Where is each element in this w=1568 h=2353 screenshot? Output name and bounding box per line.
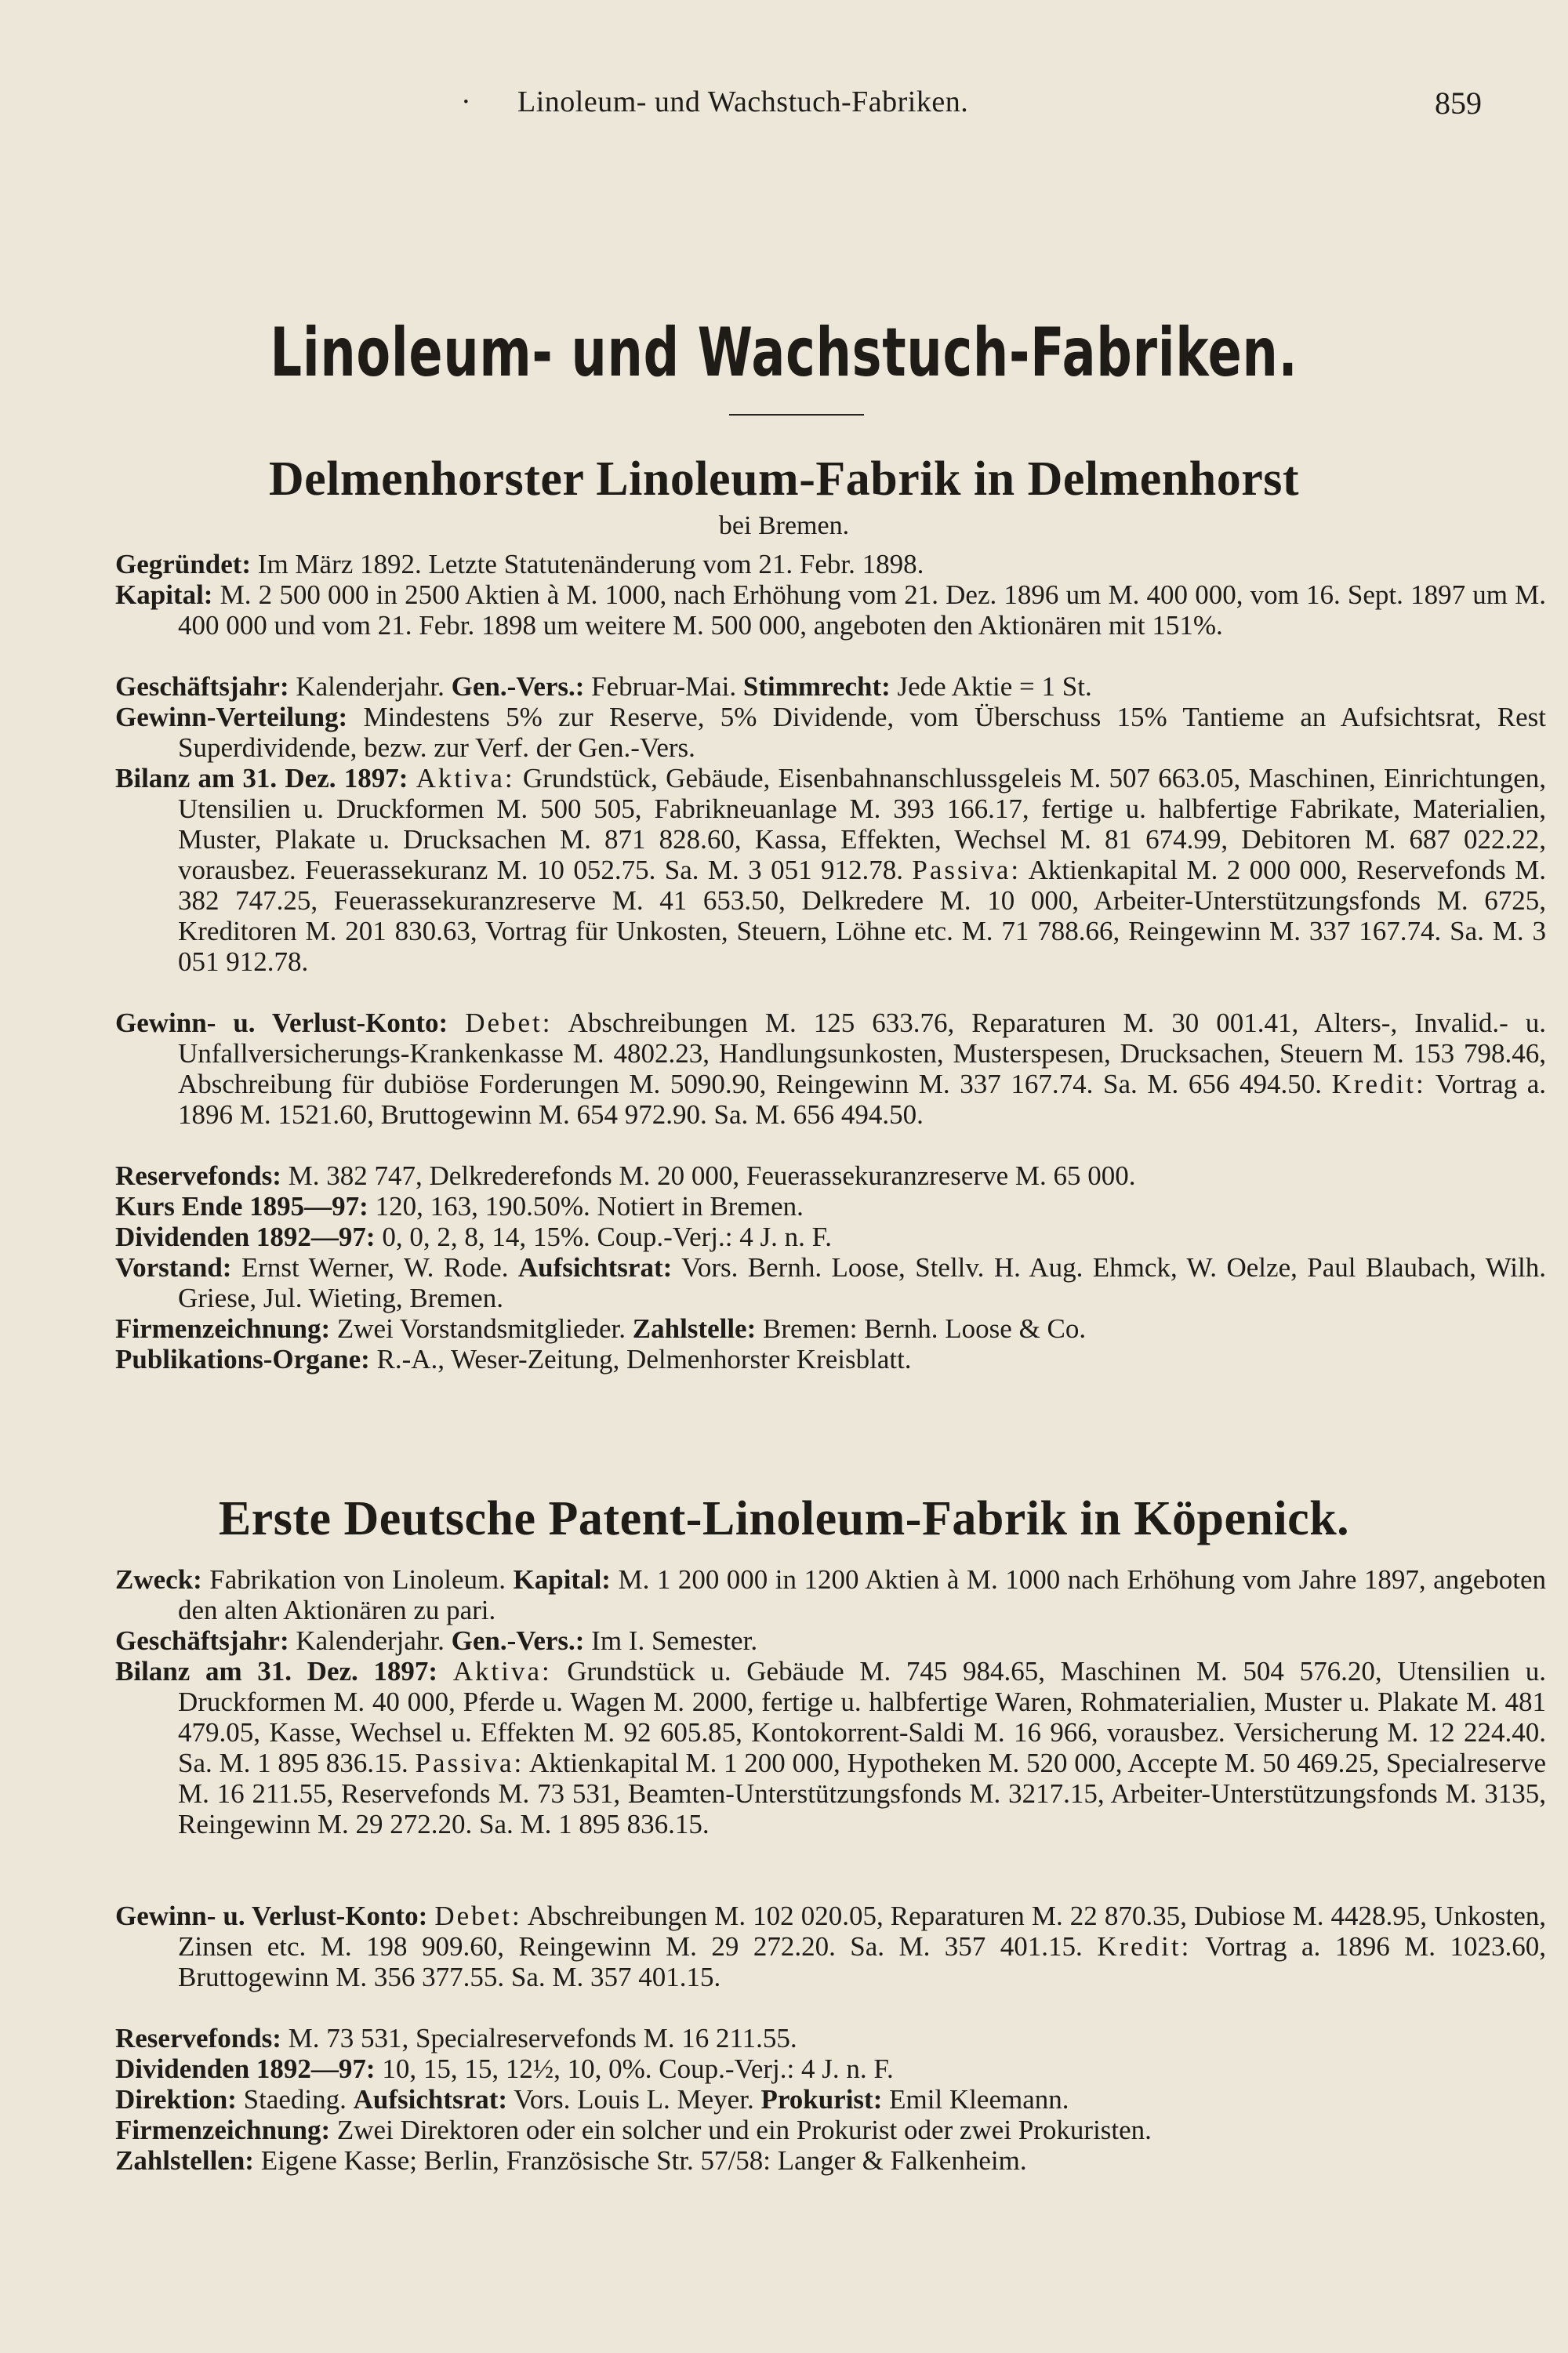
entry-vorstand: Vorstand: Ernst Werner, W. Rode. Aufsichtsrat: Vors. Bernh. Loose, Stellv. H. Aug. Ehmck, W. Oelze, Paul Blaubach, Wilh. Griese, Jul. Wieting, Bremen. [115,1252,1546,1313]
running-head [118,85,1482,125]
entry-gewinn-verlust-2: Gewinn- u. Verlust-Konto: Debet: Abschreibungen M. 102 020.05, Reparaturen M. 22 870.35, Dubiose M. 4428.95, Unkosten, Zinsen etc. M. 198 909.60, Reingewinn M. 29 272.20. Sa. M. 357 401.15. Kredit: Vortrag a. 1896 M. 1023.60, Bruttogewinn M. 356 377.55. Sa. M. 357 401.15. [115,1901,1547,1992]
running-head-title: Linoleum- und Wachstuch-Fabriken. [517,85,969,118]
entry-publikations-organe: Publikations-Organe: R.-A., Weser-Zeitung, Delmenhorster Kreisblatt. [115,1344,912,1374]
company-title-koepenick: Erste Deutsche Patent-Linoleum-Fabrik in Köpenick. [218,1492,1350,1545]
entry-dividenden: Dividenden 1892—97: 0, 0, 2, 8, 14, 15%. Coup.-Verj.: 4 J. n. F. [115,1222,833,1252]
company-title-delmenhorst: Delmenhorster Linoleum-Fabrik in Delmenhorst [268,452,1300,506]
title-rule [729,414,864,416]
entry-dividenden-2: Dividenden 1892—97: 10, 15, 15, 12½, 10, 0%. Coup.-Verj.: 4 J. n. F. [115,2053,894,2084]
entry-reservefonds-2: Reservefonds: M. 73 531, Specialreservefonds M. 16 211.55. [115,2023,797,2053]
entry-direktion: Direktion: Staeding. Aufsichtsrat: Vors. Louis L. Meyer. Prokurist: Emil Kleemann. [115,2084,1069,2115]
entry-zweck: Zweck: Fabrikation von Linoleum. Kapital: M. 1 200 000 in 1200 Aktien à M. 1000 nach Erhöhung vom Jahre 1897, angeboten den alten Aktionären zu pari. [115,1564,1546,1625]
entry-kapital: Kapital: M. 2 500 000 in 2500 Aktien à M. 1000, nach Erhöhung vom 21. Dez. 1896 um M. 400 000, vom 16. Sept. 1897 um M. 400 000 und vom 21. Febr. 1898 um weitere M. 500 000, angeboten den Aktionären mit 151%. [115,579,1546,641]
company-subtitle: bei Bremen. [718,511,850,540]
section-title: Linoleum- und Wachstuch-Fabriken. [270,314,1298,392]
entry-gegruendet: Gegründet: Im März 1892. Letzte Statutenänderung vom 21. Febr. 1898. [115,549,924,579]
entry-firmenzeichnung: Firmenzeichnung: Zwei Vorstandsmitglieder. Zahlstelle: Bremen: Bernh. Loose & Co. [115,1313,1087,1344]
running-head-dot: · [461,85,471,118]
entry-bilanz-2: Bilanz am 31. Dez. 1897: Aktiva: Grundstück u. Gebäude M. 745 984.65, Maschinen M. 504 576.20, Utensilien u. Druckformen M. 40 000, Pferde u. Wagen M. 2000, fertige u. halbfertige Waren, Rohmaterialien, Muster u. Plakate M. 481 479.05, Kasse, Wechsel u. Effekten M. 92 605.85, Kontokorrent-Saldi M. 16 966, vorausbez. Versicherung M. 12 224.40. Sa. M. 1 895 836.15. Passiva: Aktienkapital M. 1 200 000, Hypotheken M. 520 000, Accepte M. 50 469.25, Specialreserve M. 16 211.55, Reservefonds M. 73 531, Beamten-Unterstützungsfonds M. 3217.15, Arbeiter-Unterstützungsfonds M. 3135, Reingewinn M. 29 272.20. Sa. M. 1 895 836.15. [115,1656,1547,1839]
entry-gewinn-verlust: Gewinn- u. Verlust-Konto: Debet: Abschreibungen M. 125 633.76, Reparaturen M. 30 001.41, Alters-, Invalid.- u. Unfallversicherungs-Krankenkasse M. 4802.23, Handlungsunkosten, Musterspesen, Drucksachen, Steuern M. 153 798.46, Abschreibung für dubiöse Forderungen M. 5090.90, Reingewinn M. 337 167.74. Sa. M. 656 494.50. Kredit: Vortrag a. 1896 M. 1521.60, Bruttogewinn M. 654 972.90. Sa. M. 656 494.50. [115,1008,1546,1130]
page-number: 859 [1435,85,1482,121]
entry-bilanz: Bilanz am 31. Dez. 1897: Aktiva: Grundstück, Gebäude, Eisenbahnanschlussgeleis M. 507 663.05, Maschinen, Einrichtungen, Utensilien u. Druckformen M. 500 505, Fabrikneuanlage M. 393 166.17, fertige u. halbfertige Fabrikate, Materialien, Muster, Plakate u. Drucksachen M. 871 828.60, Kassa, Effekten, Wechsel M. 81 674.99, Debitoren M. 687 022.22, vorausbez. Feuerassekuranz M. 10 052.75. Sa. M. 3 051 912.78. Passiva: Aktienkapital M. 2 000 000, Reservefonds M. 382 747.25, Feuerassekuranzreserve M. 41 653.50, Delkredere M. 10 000, Arbeiter-Unterstützungsfonds M. 6725, Kreditoren M. 201 830.63, Vortrag für Unkosten, Steuern, Löhne etc. M. 71 788.66, Reingewinn M. 337 167.74. Sa. M. 3 051 912.78. [115,763,1547,977]
entry-zahlstellen: Zahlstellen: Eigene Kasse; Berlin, Französische Str. 57/58: Langer & Falkenheim. [115,2145,1027,2176]
entry-kurs: Kurs Ende 1895—97: 120, 163, 190.50%. Notiert in Bremen. [115,1191,804,1222]
entry-firmenzeichnung-2: Firmenzeichnung: Zwei Direktoren oder ein solcher und ein Prokurist oder zwei Prokuristen. [115,2115,1152,2145]
entry-reservefonds: Reservefonds: M. 382 747, Delkrederefonds M. 20 000, Feuerassekuranzreserve M. 65 000. [115,1160,1136,1191]
entry-geschaeftsjahr: Geschäftsjahr: Kalenderjahr. Gen.-Vers.: Februar-Mai. Stimmrecht: Jede Aktie = 1 St. [115,671,1092,702]
entry-geschaeftsjahr-2: Geschäftsjahr: Kalenderjahr. Gen.-Vers.: Im I. Semester. [115,1625,758,1656]
entry-gewinn-verteilung: Gewinn-Verteilung: Mindestens 5% zur Reserve, 5% Dividende, vom Überschuss 15% Tantieme an Aufsichtsrat, Rest Superdividende, bezw. zur Verf. der Gen.-Vers. [115,702,1546,763]
